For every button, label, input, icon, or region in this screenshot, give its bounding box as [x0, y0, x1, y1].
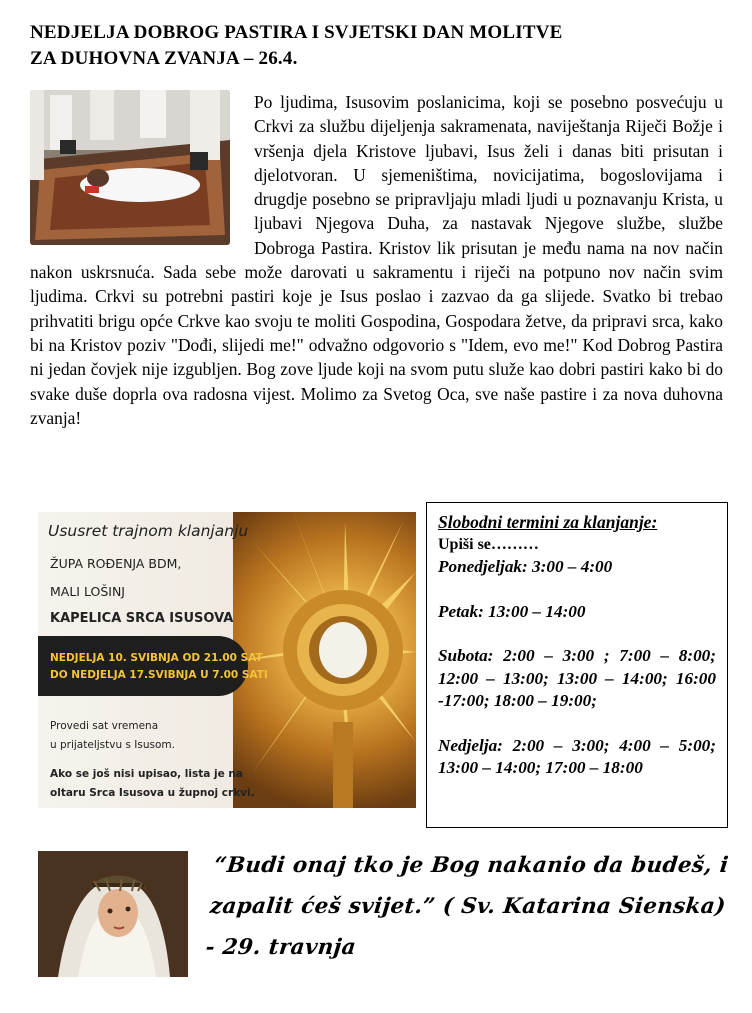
- adoration-schedule-box: [426, 502, 728, 828]
- poster-date-line-2: DO NEDJELJA 17.SVIBNJA U 7.00 SATI: [50, 669, 268, 681]
- quote-line-2: zapalit ćeš svijet.” ( Sv. Katarina Sienska): [208, 894, 727, 919]
- schedule-signup: Upiši se………: [438, 535, 539, 553]
- poster-invite-line-2: u prijateljstvu s Isusom.: [50, 739, 175, 751]
- quote-line-1: “Budi onaj tko je Bog nakanio da budeš, i: [212, 853, 730, 878]
- page-title: [30, 20, 730, 72]
- adoration-poster: [38, 512, 416, 808]
- poster-date-band: [38, 636, 268, 696]
- poster-parish-line-1: ŽUPA ROĐENJA BDM,: [50, 556, 182, 571]
- title-line-2: ZA DUHOVNA ZVANJA – 26.4.: [30, 48, 298, 69]
- article: [30, 90, 723, 430]
- poster-invite-line-1: Provedi sat vremena: [50, 720, 159, 732]
- schedule-saturday: Subota: 2:00 – 3:00 ; 7:00 – 8:00; 12:00 – 13:00; 13:00 – 14:00; 16:00 -17:00; 18:00 – 19:00;: [438, 646, 716, 710]
- poster-chapel: KAPELICA SRCA ISUSOVA: [50, 611, 234, 626]
- schedule-heading: Slobodni termini za klanjanje:: [438, 512, 658, 532]
- ordination-photo-image: [30, 90, 230, 245]
- schedule-monday: Ponedjeljak: 3:00 – 4:00: [438, 557, 613, 576]
- schedule-friday: Petak: 13:00 – 14:00: [438, 601, 586, 621]
- poster-heading: Ususret trajnom klanjanju: [48, 522, 249, 540]
- saint-portrait-image: [38, 851, 188, 977]
- quote-line-3: - 29. travnja: [204, 935, 358, 960]
- saint-catherine-portrait: [38, 851, 188, 977]
- ordination-photo: [30, 90, 230, 245]
- poster-parish-line-2: MALI LOŠINJ: [50, 584, 125, 599]
- poster-note-line-1: Ako se još nisi upisao, lista je na: [50, 768, 243, 780]
- saint-quote: [204, 845, 730, 968]
- poster-date-line-1: NEDJELJA 10. SVIBNJA OD 21.00 SAT: [50, 652, 263, 664]
- schedule-sunday: Nedjelja: 2:00 – 3:00; 4:00 – 5:00; 13:00 – 14:00; 17:00 – 18:00: [438, 735, 716, 777]
- article-text: Po ljudima, Isusovim poslanicima, koji se posebno posvećuju u Crkvi za službu dijeljenja sakramenata, naviještanja Riječi Božje i vršenja djela Kristove ljubavi, Isus želi i danas biti prisutan i djelotvoran. U sjemeništima, novicijatima, bogoslovijama i drugdje posebno se pripravljaju mladi ljudi u poznavanju Krista, u ljubavi Njegova Duha, za nastavak Njegove službe, službe Dobroga Pastira. Kristov lik prisutan je među nama na nov način nakon uskrsnuća. Sada sebe može darovati u sakramentu i riječi na potpuno nov način svim ljudima. Crkvi su potrebni pastiri koje je Isus poslao i zazvao da ga slijede. Svatko bi trebao prihvatiti brigu opće Crkve kao svoju te moliti Gospodina, Gospodara žetve, da pripravi srca, kako bi na Kristov poziv "Dođi, slijedi me!" odvažno odgovorio s "Idem, evo me!" Kod Dobrog Pastira ni jedan čovjek nije izgubljen. Bog zove ljude koji na svom putu služe kao dobri pastiri kako bi do svake duše doprla ova radosna vijest. Molimo za Svetog Oca, sve naše pastire i za nova duhovna zvanja!: [30, 92, 723, 428]
- poster-note-line-2: oltaru Srca Isusova u župnoj crkvi.: [50, 787, 255, 799]
- title-line-1: NEDJELJA DOBROG PASTIRA I SVJETSKI DAN MOLITVE: [30, 22, 563, 43]
